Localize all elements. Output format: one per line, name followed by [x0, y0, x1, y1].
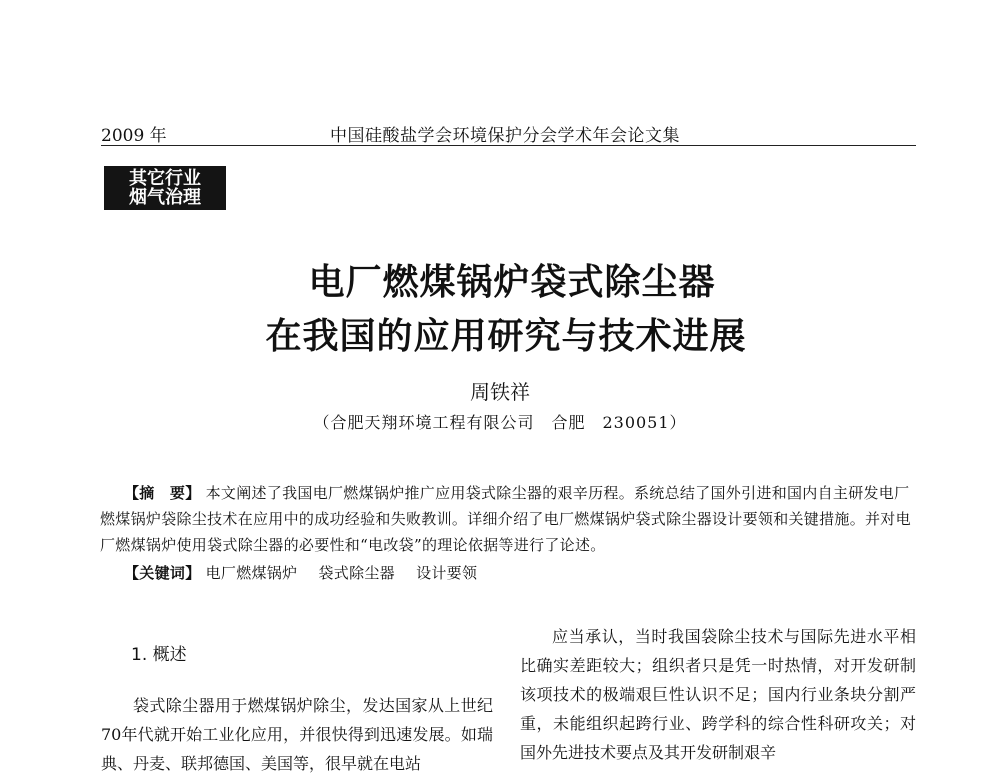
header-proceedings-title: 中国硅酸盐学会环境保护分会学术年会论文集 [330, 126, 680, 146]
keywords-label: 【关键词】 [124, 564, 201, 582]
body-right-column [520, 622, 916, 767]
paper-title-line-1: 电厂燃煤锅炉袋式除尘器 [308, 261, 716, 303]
abstract [100, 480, 916, 558]
section-heading: 1. 概述 [131, 645, 187, 665]
abstract-text: 本文阐述了我国电厂燃煤锅炉推广应用袋式除尘器的艰辛历程。系统总结了国外引进和国内自主研发电厂燃煤锅炉袋除尘技术在应用中的成功经验和失败教训。详细介绍了电厂燃煤锅炉袋式除尘器设计要领和关键措施。并对电厂燃煤锅炉使用袋式除尘器的必要性和“电改袋”的理论依据等进行了论述。 [100, 484, 911, 554]
paper-title-line-2: 在我国的应用研究与技术进展 [265, 315, 747, 357]
body-left-column [101, 630, 493, 778]
category-badge [104, 166, 226, 210]
keywords [124, 562, 493, 583]
badge-line-1: 其它行业 [129, 168, 201, 189]
body-paragraph: 应当承认，当时我国袋除尘技术与国际先进水平相比确实差距较大；组织者只是凭一时热情，对开发研制该项技术的极端艰巨性认识不足；国内行业条块分割严重，未能组织起跨行业、跨学科的综合性科研攻关；对国外先进技术要点及其开发研制艰辛 [520, 627, 916, 762]
keyword-item: 袋式除尘器 [318, 564, 395, 582]
author-name: 周铁祥 [470, 380, 530, 404]
keyword-item: 电厂燃煤锅炉 [205, 564, 298, 582]
header-year: 2009 年 [101, 126, 167, 146]
abstract-label: 【摘 要】 [124, 484, 201, 502]
body-paragraph: 袋式除尘器用于燃煤锅炉除尘，发达国家从上世纪70年代就开始工业化应用，并很快得到迅速发展。如瑞典、丹麦、联邦德国、美国等，很早就在电站 [101, 696, 493, 773]
badge-line-2: 烟气治理 [129, 187, 201, 208]
header-divider [101, 145, 916, 146]
keyword-item: 设计要领 [416, 564, 478, 582]
author-affiliation: （合肥天翔环境工程有限公司 合肥 230051） [313, 413, 687, 432]
